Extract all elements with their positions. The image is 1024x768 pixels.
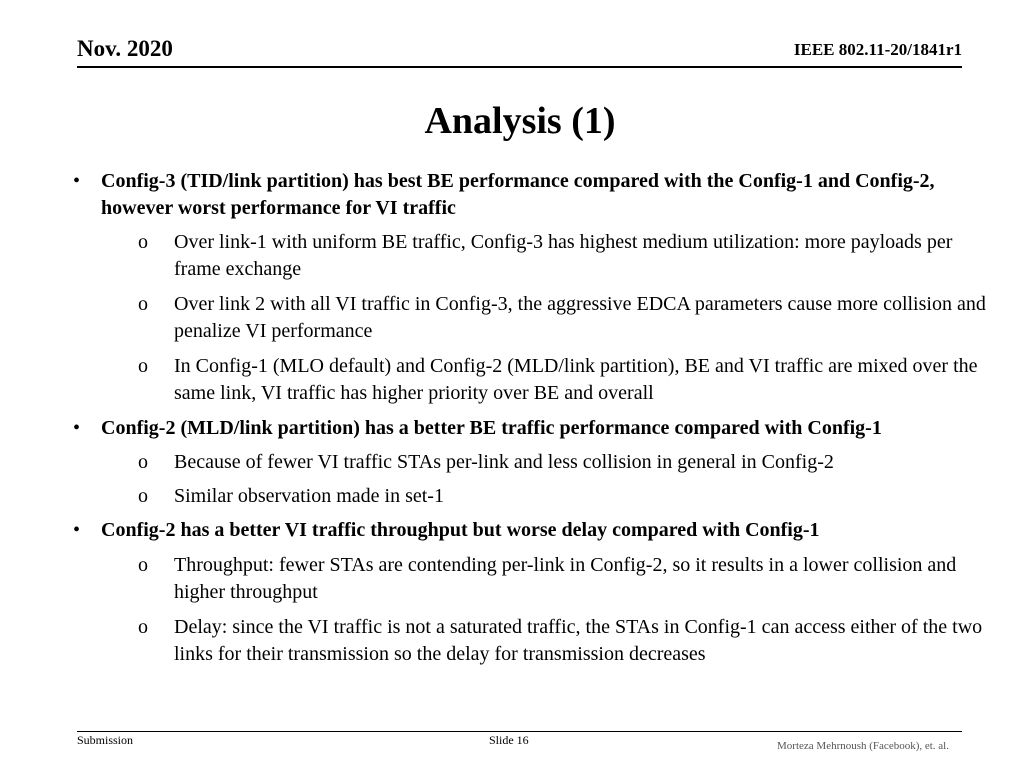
bullet-2-sub-1-text: Because of fewer VI traffic STAs per-link and less collision in general in Config-2	[174, 451, 834, 473]
bullet-3-sub-1-text: Throughput: fewer STAs are contending per-link in Config-2, so it results in a lower collision and higher throughput	[174, 554, 957, 603]
bullet-1-sub-3	[138, 353, 986, 407]
sub-bullet-circle-icon: o	[138, 554, 148, 576]
bullet-1-sub-2-text: Over link 2 with all VI traffic in Config-3, the aggressive EDCA parameters cause more collision and penalize VI performance	[174, 293, 986, 342]
bullet-3-sub-2	[138, 614, 986, 668]
sub-bullet-circle-icon: o	[138, 485, 148, 507]
bullet-dot-icon: •	[73, 170, 81, 192]
footer-divider	[77, 731, 962, 732]
sub-bullet-circle-icon: o	[138, 293, 148, 315]
bullet-3-sub-1	[138, 552, 986, 606]
bullet-2-text: Config-2 (MLD/link partition) has a better BE traffic performance compared with Config-1	[101, 417, 882, 439]
bullet-2-sub-2	[138, 483, 986, 510]
sub-bullet-circle-icon: o	[138, 451, 148, 473]
bullet-2-sub-2-text: Similar observation made in set-1	[174, 485, 444, 507]
slide-title: Analysis (1)	[424, 100, 616, 142]
sub-bullet-circle-icon: o	[138, 231, 148, 253]
bullet-3	[73, 517, 981, 544]
bullet-3-sub-2-text: Delay: since the VI traffic is not a saturated traffic, the STAs in Config-1 can access either of the two links for their transmission so the delay for transmission decreases	[174, 616, 983, 665]
footer-slide-number: Slide 16	[489, 733, 529, 747]
bullet-1-sub-2	[138, 291, 986, 345]
sub-bullet-circle-icon: o	[138, 616, 148, 638]
footer-submission: Submission	[77, 733, 134, 747]
bullet-2	[73, 415, 981, 442]
bullet-1-sub-3-text: In Config-1 (MLO default) and Config-2 (MLD/link partition), BE and VI traffic are mixed over the same link, VI traffic has higher priority over BE and overall	[174, 355, 978, 404]
header-document-id: IEEE 802.11-20/1841r1	[793, 40, 962, 59]
header-divider	[77, 66, 962, 68]
bullet-2-sub-1	[138, 449, 986, 476]
bullet-1-text: Config-3 (TID/link partition) has best BE performance compared with the Config-1 and Config-2, however worst performance for VI traffic	[101, 170, 935, 219]
bullet-1	[73, 168, 981, 222]
bullet-3-text: Config-2 has a better VI traffic throughput but worse delay compared with Config-1	[101, 519, 820, 541]
footer-author: Morteza Mehrnoush (Facebook), et. al.	[777, 740, 949, 752]
bullet-1-sub-1-text: Over link-1 with uniform BE traffic, Config-3 has highest medium utilization: more payloads per frame exchange	[174, 231, 953, 280]
header-date: Nov. 2020	[77, 36, 173, 61]
bullet-dot-icon: •	[73, 519, 81, 541]
bullet-1-sub-1	[138, 229, 986, 283]
sub-bullet-circle-icon: o	[138, 355, 148, 377]
bullet-dot-icon: •	[73, 417, 81, 439]
